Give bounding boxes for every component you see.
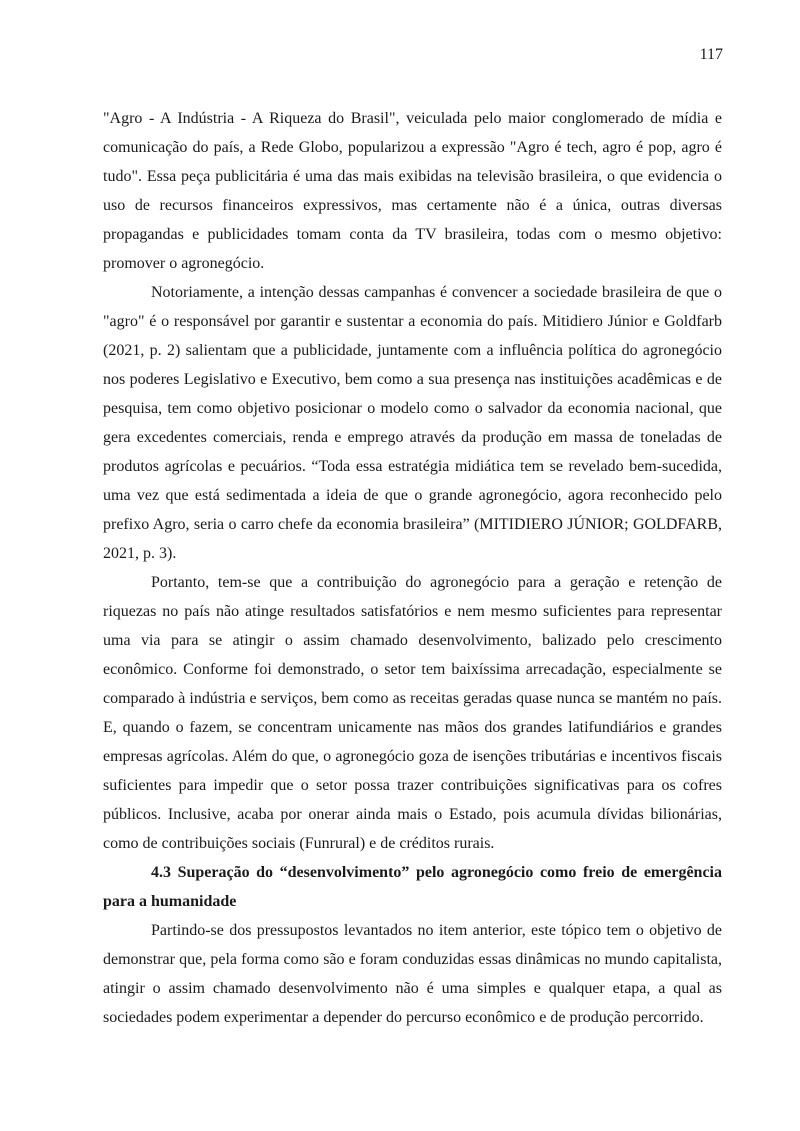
page-number: 117 bbox=[699, 46, 723, 63]
paragraph: Portanto, tem-se que a contribuição do agronegócio para a geração e retenção de riquezas no país não atinge resultados satisfatórios e nem mesmo suficientes para representar uma via para se atingir o assim chamado desenvolvimento, balizado pelo crescimento econômico. Conforme foi demonstrado, o setor tem baixíssima arrecadação, especialmente se comparado à indústria e serviços, bem como as receitas geradas quase nunca se mantém no país. E, quando o fazem, se concentram unicamente nas mãos dos grandes latifundiários e grandes empresas agrícolas. Além do que, o agronegócio goza de isenções tributárias e incentivos fiscais suficientes para impedir que o setor possa trazer contribuições significativas para os cofres públicos. Inclusive, acaba por onerar ainda mais o Estado, pois acumula dívidas bilionárias, como de contribuições sociais (Funrural) e de créditos rurais. bbox=[103, 574, 722, 852]
section-heading: 4.3 Superação do “desenvolvimento” pelo agronegócio como freio de emergência para a humanidade bbox=[103, 864, 722, 910]
paragraph: "Agro - A Indústria - A Riqueza do Brasil", veiculada pelo maior conglomerado de mídia e comunicação do país, a Rede Globo, popularizou a expressão "Agro é tech, agro é pop, agro é tudo". Essa peça publicitária é uma das mais exibidas na televisão brasileira, o que evidencia o uso de recursos financeiros expressivos, mas certamente não é a única, outras diversas propagandas e publicidades tomam conta da TV brasileira, todas com o mesmo objetivo: promover o agronegócio. bbox=[103, 110, 722, 272]
paragraph: Notoriamente, a intenção dessas campanhas é convencer a sociedade brasileira de que o "agro" é o responsável por garantir e sustentar a economia do país. Mitidiero Júnior e Goldfarb (2021, p. 2) salientam que a publicidade, juntamente com a influência política do agronegócio nos poderes Legislativo e Executivo, bem como a sua presença nas instituições acadêmicas e de pesquisa, tem como objetivo posicionar o modelo como o salvador da economia nacional, que gera excedentes comerciais, renda e emprego através da produção em massa de toneladas de produtos agrícolas e pecuários. “Toda essa estratégia midiática tem se revelado bem-sucedida, uma vez que está sedimentada a ideia de que o grande agronegócio, agora reconhecido pelo prefixo Agro, seria o carro chefe da economia brasileira” (MITIDIERO JÚNIOR; GOLDFARB, 2021, p. 3). bbox=[103, 284, 722, 562]
page-content bbox=[103, 104, 722, 1032]
paragraph: Partindo-se dos pressupostos levantados no item anterior, este tópico tem o objetivo de demonstrar que, pela forma como são e foram conduzidas essas dinâmicas no mundo capitalista, atingir o assim chamado desenvolvimento não é uma simples e qualquer etapa, a qual as sociedades podem experimentar a depender do percurso econômico e de produção percorrido. bbox=[103, 922, 722, 1026]
